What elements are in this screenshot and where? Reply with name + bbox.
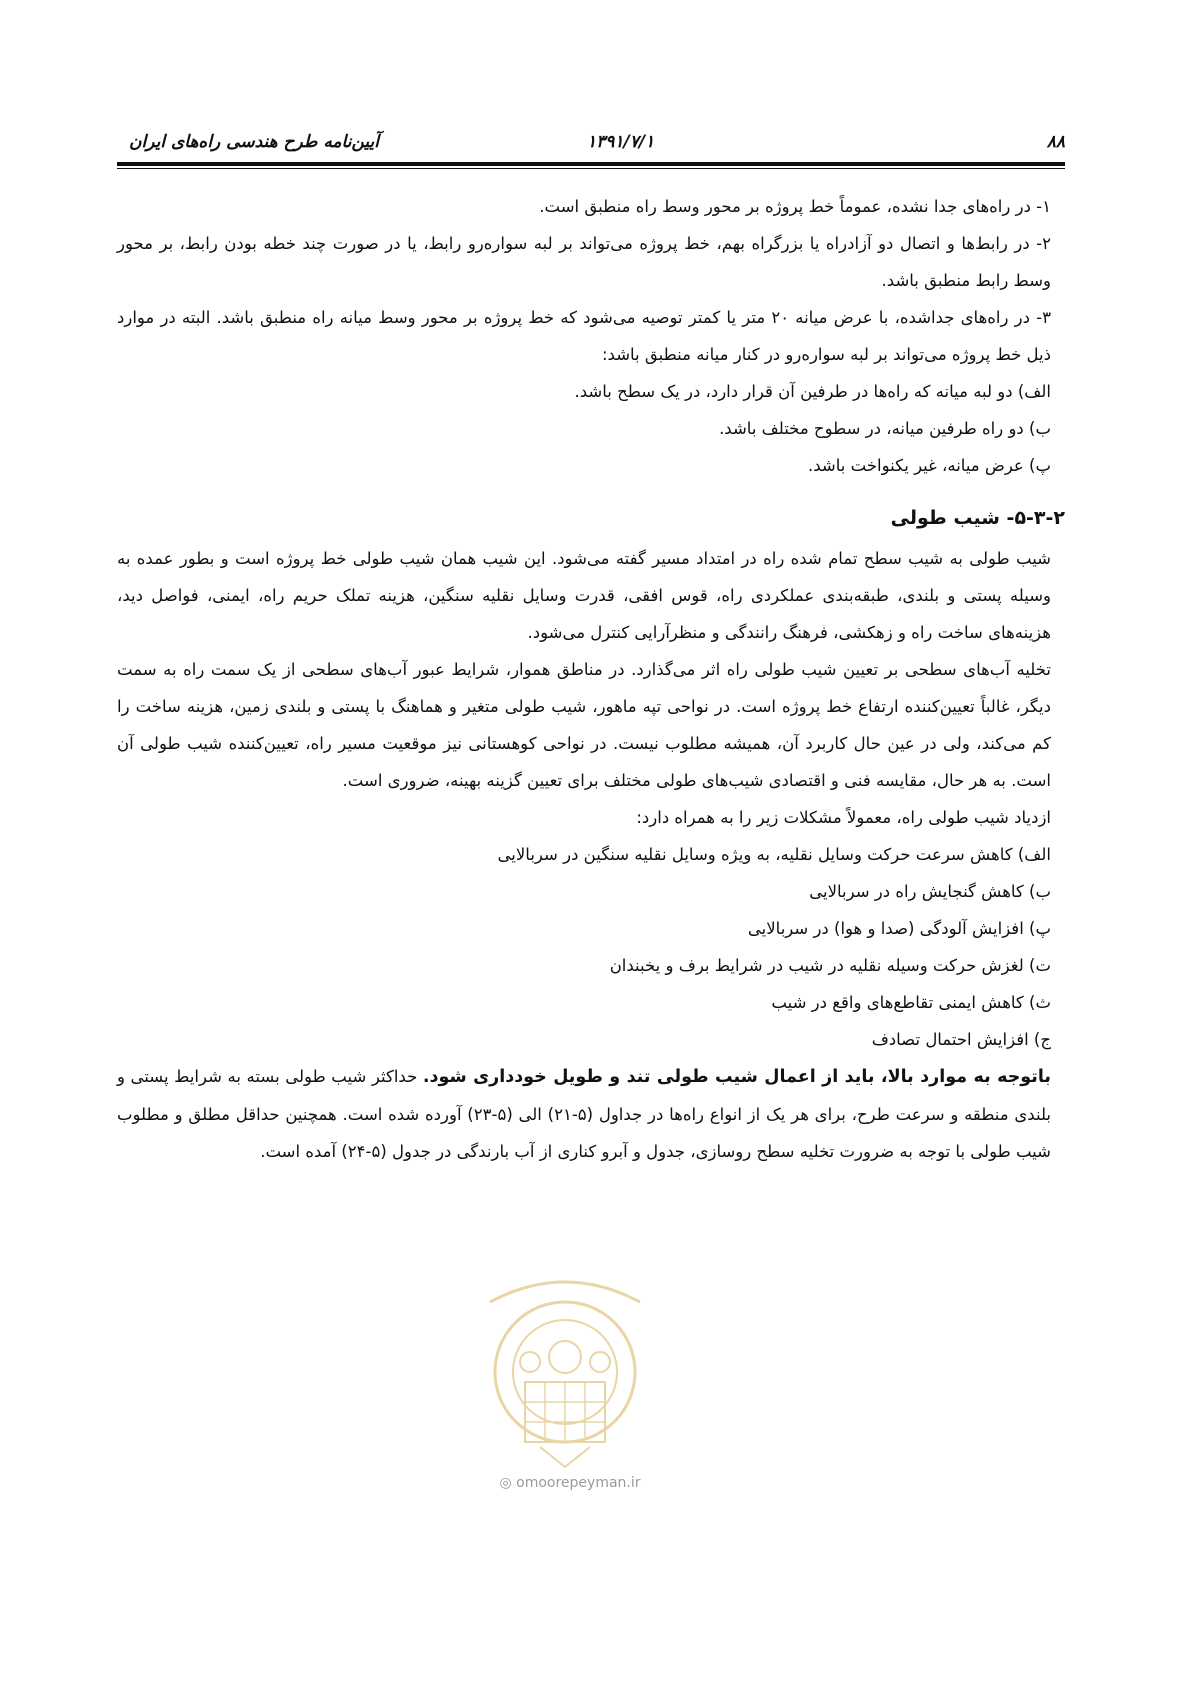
paragraph-definition: شیب طولی به شیب سطح تمام شده راه در امتداد مسیر گفته می‌شود. این شیب همان شیب طولی خط پروژه است و بطور عمده به وسیله پستی و بلندی، طبقه‌بندی عملکردی راه، قوس افقی، قدرت وسایل نقلیه سنگین، هزینه تملک حریم راه، ایمنی، فواصل دید، هزینه‌های ساخت راه و زهکشی، فرهنگ رانندگی و منظرآرایی کنترل می‌شود. — [117, 549, 1051, 642]
list-item: ب) دو راه طرفین میانه، در سطوح مختلف باشد. — [719, 419, 1051, 438]
paragraph-conclusion — [117, 1058, 1065, 1170]
paragraph-item-3: ۳- در راه‌های جداشده، با عرض میانه ۲۰ متر یا کمتر توصیه می‌شود که خط پروژه بر محور وسط میانه راه منطبق باشد. البته در موارد ذیل خط پروژه می‌تواند بر لبه سواره‌رو در کنار میانه منطبق باشد: — [117, 308, 1051, 364]
list-item: الف) دو لبه میانه که راه‌ها در طرفین آن قرار دارد، در یک سطح باشد. — [574, 382, 1051, 401]
paragraph-item-2: ۲- در رابط‌ها و اتصال دو آزادراه یا بزرگراه بهم، خط پروژه می‌تواند بر لبه سواره‌رو رابط، یا در صورت چند خطه بودن رابط، بر محور وسط رابط منطبق باشد. — [117, 234, 1051, 290]
page-body — [117, 188, 1065, 1170]
list-item: پ) افزایش آلودگی (صدا و هوا) در سربالایی — [747, 919, 1051, 938]
paragraph-item-1: ۱- در راه‌های جدا نشده، عموماً خط پروژه بر محور وسط راه منطبق است. — [539, 197, 1051, 216]
header-date: ۱۳۹۱/۷/۱ — [587, 132, 655, 152]
header-rule-thick — [117, 162, 1065, 166]
watermark-seal-icon — [470, 1262, 660, 1472]
conclusion-text: حداکثر شیب طولی بسته به شرایط پستی و بلندی منطقه و سرعت طرح، برای هر یک از انواع راه‌ها در جداول (۵-۲۱) الی (۵-۲۳) آورده شده است. همچنین حداقل مطلق و مطلوب شیب طولی با توجه به ضرورت تخلیه سطح روسازی، جدول و آبرو کناری از آب بارندگی در جدول (۵-۲۴) آمده است. — [117, 1067, 1051, 1161]
section-heading: ۵-۳-۲- شیب طولی — [890, 507, 1065, 529]
conclusion-bold: باتوجه به موارد بالا، باید از اعمال شیب طولی تند و طویل خودداری شود. — [422, 1067, 1051, 1087]
list-item: ت) لغزش حرکت وسیله نقلیه در شیب در شرایط برف و یخبندان — [609, 956, 1051, 975]
list-item: پ) عرض میانه، غیر یکنواخت باشد. — [808, 456, 1051, 475]
list-intro: ازدیاد شیب طولی راه، معمولاً مشکلات زیر را به همراه دارد: — [636, 808, 1051, 827]
watermark-site-text: omoorepeyman.ir — [516, 1475, 641, 1491]
page-number: ۸۸ — [1046, 132, 1065, 152]
page-header — [117, 132, 1065, 162]
header-title: آیین‌نامه طرح هندسی راه‌های ایران — [129, 132, 379, 152]
header-rule-thin — [117, 168, 1065, 169]
watermark-site: ◎ omoorepeyman.ir — [499, 1475, 641, 1491]
list-item: ج) افزایش احتمال تصادف — [871, 1030, 1051, 1049]
list-item: ب) کاهش گنجایش راه در سربالایی — [809, 882, 1051, 901]
list-item: ث) کاهش ایمنی تقاطع‌های واقع در شیب — [771, 993, 1051, 1012]
list-item: الف) کاهش سرعت حرکت وسایل نقلیه، به ویژه وسایل نقلیه سنگین در سربالایی — [497, 845, 1051, 864]
paragraph-drainage: تخلیه آب‌های سطحی بر تعیین شیب طولی راه اثر می‌گذارد. در مناطق هموار، شرایط عبور آب‌های سطحی از یک سمت راه به سمت دیگر، غالباً تعیین‌کننده ارتفاع خط پروژه است. در نواحی تپه ماهور، شیب طولی متغیر و هماهنگ با پستی و بلندی زمین، هزینه ساخت را کم می‌کند، ولی در عین حال کاربرد آن، همیشه مطلوب نیست. در نواحی کوهستانی نیز موقعیت مسیر راه، تعیین‌کننده شیب طولی آن است. به هر حال، مقایسه فنی و اقتصادی شیب‌های طولی مختلف برای تعیین گزینه بهینه، ضروری است. — [117, 660, 1051, 790]
